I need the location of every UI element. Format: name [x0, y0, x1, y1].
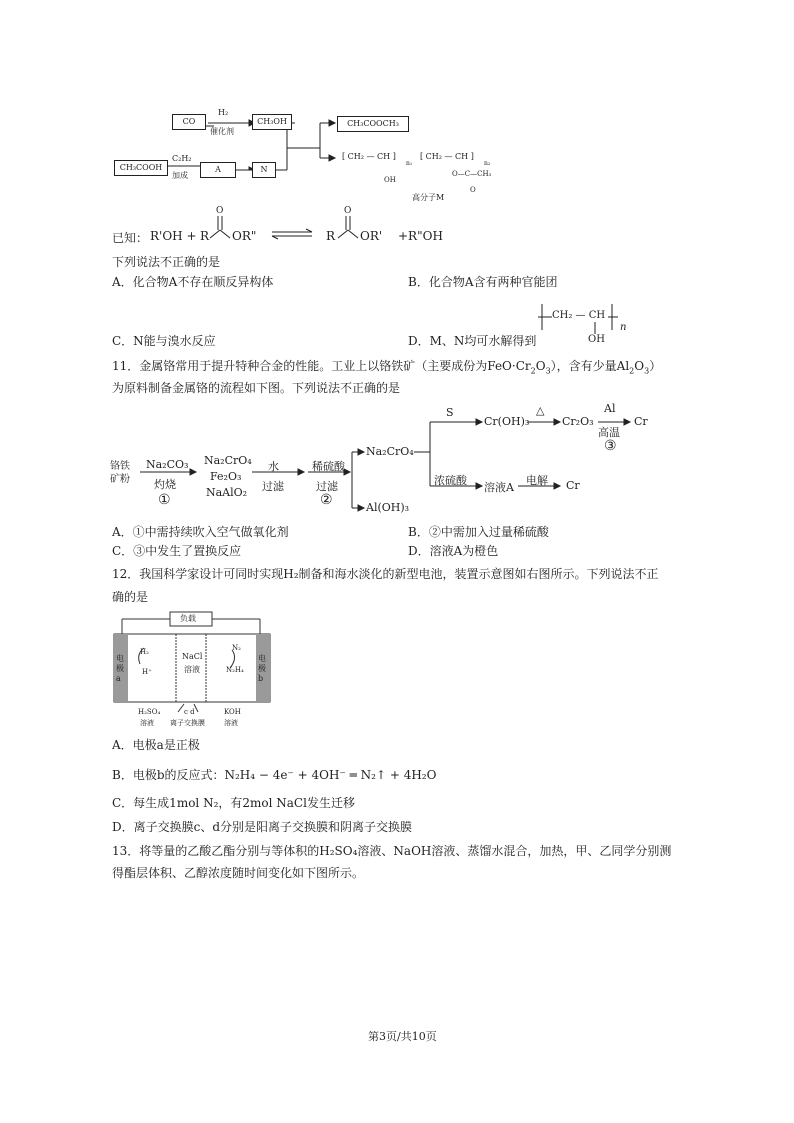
q12-option-a: A．电极a是正极	[112, 738, 200, 752]
flow-al-reagent: Al	[604, 402, 616, 415]
catalyst-label: 催化剂	[210, 127, 234, 136]
a-box	[200, 162, 236, 178]
known-r-oh: R'OH +	[150, 229, 197, 243]
battery-h2so4-solution: 溶液	[140, 719, 154, 727]
flow-dilute-acid: 稀硫酸	[312, 460, 345, 473]
q11-option-c: C．③中发生了置换反应	[112, 544, 242, 558]
flow-ore: 铬铁矿粉	[110, 461, 130, 485]
n-box	[252, 162, 276, 178]
flow-cr-product2: Cr	[566, 479, 580, 492]
flow-solution-a: 溶液A	[484, 481, 514, 494]
q12-battery-figure	[112, 610, 274, 734]
q11-stem-part5: ）	[649, 359, 662, 373]
flow-roast: 灼烧	[154, 478, 176, 491]
q10-stem: 下列说法不正确的是	[112, 255, 221, 269]
flow-filter2: 过滤	[316, 480, 338, 493]
known-plus-roh: +R"OH	[398, 229, 443, 243]
battery-h2so4: H₂SO₄	[138, 708, 161, 716]
addition-label: 加成	[172, 171, 188, 180]
d-structure-main: CH₂ — CH	[552, 310, 606, 321]
flow-s-reagent: S	[446, 406, 454, 419]
flow-heat-icon: △	[536, 404, 545, 417]
known-product-tail: OR'	[360, 229, 383, 243]
electrode-b-label: 电极b	[258, 654, 266, 683]
flow-croh3: Cr(OH)₃	[484, 415, 530, 428]
flow-mix-naalo2: NaAlO₂	[206, 486, 248, 499]
known-reaction	[112, 204, 512, 250]
ester-label: CH₃COOCH₃	[347, 119, 399, 128]
flow-conc-acid: 浓硫酸	[434, 474, 467, 487]
battery-nacl-solution: 溶液	[184, 665, 200, 674]
q11-sub-3a: 3	[545, 366, 551, 376]
q11-stem-part3: ），含有少量Al	[550, 359, 630, 373]
battery-cd: c d	[184, 708, 195, 716]
known-carbonyl-o-1: O	[216, 206, 224, 216]
q10-option-b: B．化合物A含有两种官能团	[408, 275, 558, 289]
n-label: N	[260, 165, 268, 174]
q11-option-b: B．②中需加入过量稀硫酸	[408, 525, 549, 539]
q11-stem-part4: O	[634, 359, 645, 373]
q11-stem-line1	[112, 358, 661, 379]
q11-flow-diagram	[108, 400, 668, 520]
c2h2-reagent: C₂H₂	[172, 154, 192, 163]
flow-mix-fe2o3: Fe₂O₃	[210, 470, 242, 483]
battery-nacl: NaCl	[182, 652, 203, 661]
flow-aloh3: Al(OH)₃	[366, 501, 410, 514]
a-label: A	[215, 165, 221, 174]
polymer-ester-group: O—C—CH₃	[452, 170, 492, 178]
known-label: 已知：	[112, 231, 149, 245]
polymer-n1: n₁	[406, 160, 413, 167]
battery-n2h4: N₂H₄	[226, 666, 244, 674]
flow-cr-product1: Cr	[634, 415, 648, 428]
q10-option-c: C．N能与溴水反应	[112, 334, 216, 348]
flow-electrolysis: 电解	[526, 474, 548, 487]
ch3oh-label: CH₃OH	[257, 117, 287, 126]
polymer-m-label: 高分子M	[412, 193, 445, 202]
q11-sub-3b: 3	[644, 366, 650, 376]
q11-sub-2a: 2	[530, 366, 536, 376]
d-structure-n: n	[620, 322, 627, 333]
flow-na2cro4: Na₂CrO₄	[366, 445, 414, 458]
co-box	[172, 114, 206, 130]
known-product-r: R	[326, 229, 336, 243]
h2-reagent: H₂	[218, 108, 229, 117]
q12-option-d: D．离子交换膜c、d分别是阳离子交换膜和阴离子交换膜	[112, 820, 413, 834]
polymer-oh: OH	[384, 176, 396, 184]
battery-hplus: H⁺	[142, 668, 152, 676]
battery-koh: KOH	[224, 708, 241, 716]
q12-option-c: C．每生成1mol N₂，有2mol NaCl发生迁移	[112, 796, 355, 810]
q10-option-d: D．M、N均可水解得到	[408, 334, 537, 348]
q11-stem-part2: O	[535, 359, 546, 373]
battery-h2: H₂	[140, 648, 149, 656]
flow-step1: ①	[158, 492, 171, 508]
q11-stem-line2: 为原料制备金属铬的流程如下图。下列说法不正确的是	[112, 381, 401, 395]
known-reactant-tail: OR"	[232, 229, 257, 243]
co-label: CO	[182, 117, 196, 126]
battery-koh-solution: 溶液	[224, 719, 238, 727]
flow-water: 水	[268, 460, 279, 473]
flow-na2co3: Na₂CO₃	[146, 458, 189, 471]
battery-membrane: 离子交换膜	[170, 719, 205, 727]
d-structure-oh: OH	[588, 334, 605, 345]
electrode-a-label: 电极a	[116, 654, 124, 683]
q12-stem-line2: 确的是	[112, 590, 149, 604]
q10-d-structure	[538, 296, 642, 350]
q11-option-d: D．溶液A为橙色	[408, 544, 499, 558]
q11-stem-part1: 11．金属铬常用于提升特种合金的性能。工业上以铬铁矿（主要成份为FeO·Cr	[112, 359, 531, 373]
battery-load: 负载	[180, 614, 196, 623]
known-reaction-bonds	[112, 204, 512, 250]
ester-box	[337, 116, 409, 132]
q13-stem-line1: 13．将等量的乙酸乙酯分别与等体积的H₂SO₄溶液、NaOH溶液、蒸馏水混合，加热，甲、乙同学分别测	[112, 844, 672, 858]
q12-option-b: B．电极b的反应式：N₂H₄ − 4e⁻ + 4OH⁻ ═ N₂↑ + 4H₂O	[112, 768, 437, 782]
q12-stem-line1: 12．我国科学家设计可同时实现H₂制备和海水淡化的新型电池，装置示意图如右图所示。下列说法不正	[112, 567, 659, 581]
ch3cooh-box	[114, 160, 168, 176]
known-reactant-r: R	[200, 229, 210, 243]
page-footer: 第3页/共10页	[368, 1030, 437, 1043]
q11-sub-2b: 2	[629, 366, 635, 376]
flow-step3: ③	[604, 438, 617, 454]
flow-filter1: 过滤	[262, 480, 284, 493]
q13-stem-line2: 得酯层体积、乙醇浓度随时间变化如下图所示。	[112, 866, 365, 880]
known-carbonyl-o-2: O	[344, 206, 352, 216]
polymer-left-unit: [ CH₂ — CH ]	[342, 152, 396, 161]
q10-option-a: A．化合物A不存在顺反异构体	[112, 275, 274, 289]
q11-option-a: A．①中需持续吹入空气做氧化剂	[112, 525, 289, 539]
ch3cooh-label: CH₃COOH	[119, 163, 163, 172]
polymer-n2: n₂	[484, 160, 491, 167]
ch3oh-box	[252, 114, 292, 130]
battery-n2: N₂	[232, 644, 241, 652]
q10-synthesis-figure	[112, 106, 512, 206]
flow-cr2o3: Cr₂O₃	[562, 415, 594, 428]
flow-mix-na2cro4: Na₂CrO₄	[204, 454, 252, 467]
flow-step2: ②	[320, 492, 333, 508]
flow-high-temp: 高温	[598, 426, 620, 439]
polymer-right-unit: [ CH₂ — CH ]	[420, 152, 474, 161]
polymer-carbonyl-o: O	[470, 186, 476, 194]
